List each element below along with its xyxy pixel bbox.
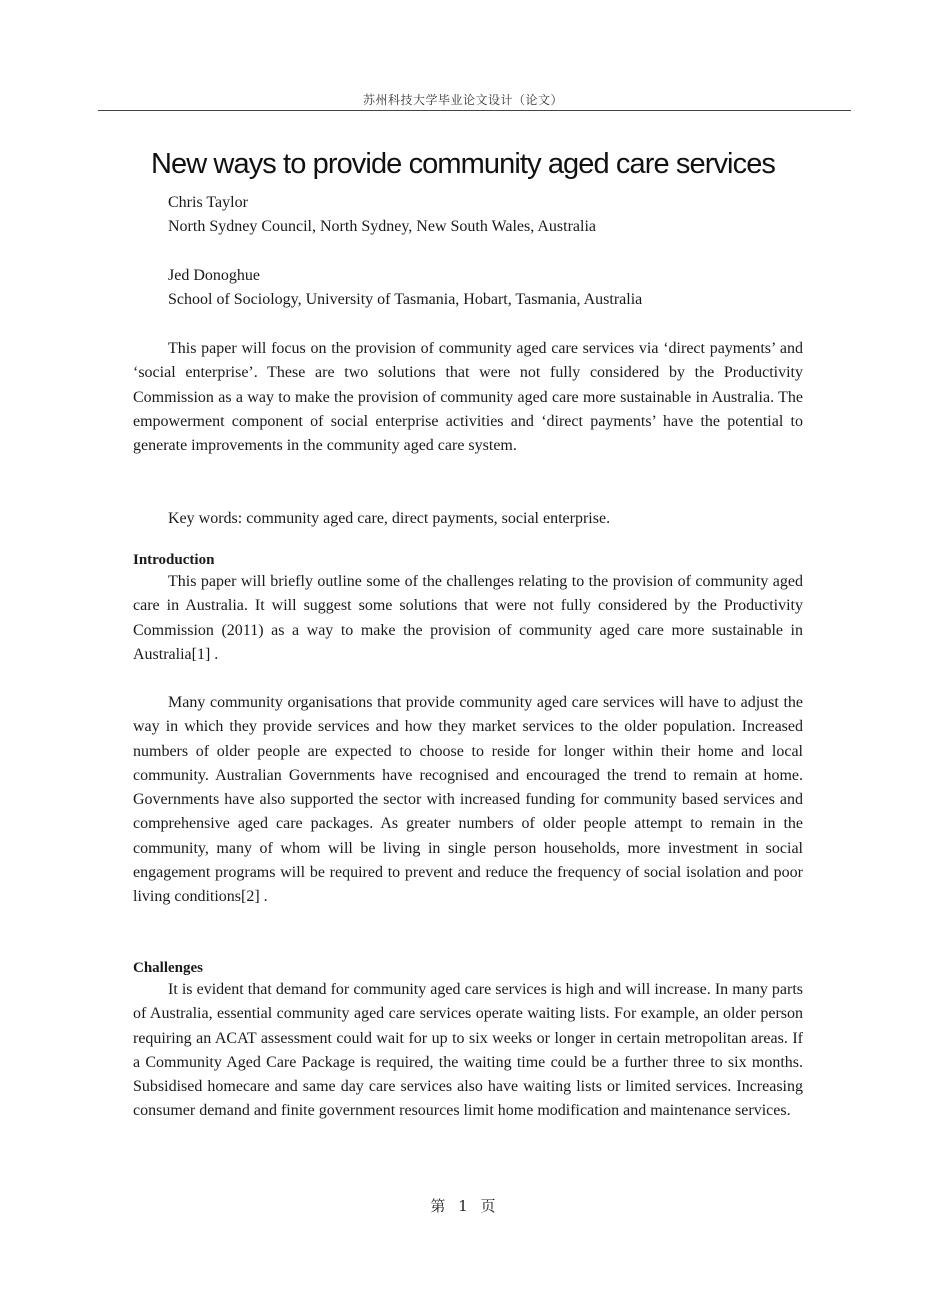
author-name: Chris Taylor — [168, 194, 248, 211]
abstract-paragraph: This paper will focus on the provision of community aged care services via ‘direct payments’ and ‘social enterprise’. These are two solutions that were not fully considered by the Productivity Commission as a way to make the provision of community aged care more sustainable in Australia. The empowerment component of social enterprise activities and ‘direct payments’ have the potential to generate improvements in the community aged care system. — [133, 340, 803, 455]
running-header: 苏州科技大学毕业论文设计（论文） — [362, 93, 563, 107]
author-block-2 — [168, 264, 642, 313]
introduction-paragraph-2: Many community organisations that provide community aged care services will have to adjust the way in which they provide services and how they market services to the older population. Increased numbers of older people are expected to choose to reside for longer within their home and local community. Australian Governments have recognised and encouraged the trend to remain at home. Governments have also supported the sector with increased funding for community based services and comprehensive aged care packages. As greater numbers of older people attempt to remain in the community, many of whom will be living in single person households, more investment in social engagement programs will be required to prevent and reduce the frequency of social isolation and poor living conditions[2] . — [133, 694, 803, 906]
page-footer — [0, 1195, 926, 1216]
section-heading-introduction: Introduction — [133, 552, 215, 568]
footer-prefix: 第 — [430, 1197, 446, 1215]
header-divider — [98, 110, 851, 111]
challenges-paragraph-1: It is evident that demand for community aged care services is high and will increase. In many parts of Australia, essential community aged care services operate waiting lists. For example, an older person requiring an ACAT assessment could wait for up to six weeks or longer in certain metropolitan areas. If a Community Aged Care Package is required, the waiting time could be a further three to six months. Subsidised homecare and same day care services also have waiting lists or limited services. Increasing consumer demand and finite government resources limit home modification and maintenance services. — [133, 981, 803, 1120]
keywords-line: Key words: community aged care, direct payments, social enterprise. — [168, 510, 611, 527]
author-block-1 — [168, 191, 596, 240]
paper-title: New ways to provide community aged care services — [150, 148, 776, 180]
section-heading-challenges: Challenges — [133, 960, 204, 976]
footer-suffix: 页 — [480, 1197, 496, 1215]
author-affiliation: North Sydney Council, North Sydney, New South Wales, Australia — [168, 218, 597, 236]
author-affiliation: School of Sociology, University of Tasmania, Hobart, Tasmania, Australia — [168, 291, 643, 309]
page-number: 1 — [458, 1197, 468, 1215]
author-name: Jed Donoghue — [168, 267, 260, 284]
introduction-paragraph-1: This paper will briefly outline some of the challenges relating to the provision of community aged care in Australia. It will suggest some solutions that were not fully considered by the Productivity Commission (2011) as a way to make the provision of community aged care more sustainable in Australia[1] . — [133, 573, 803, 663]
